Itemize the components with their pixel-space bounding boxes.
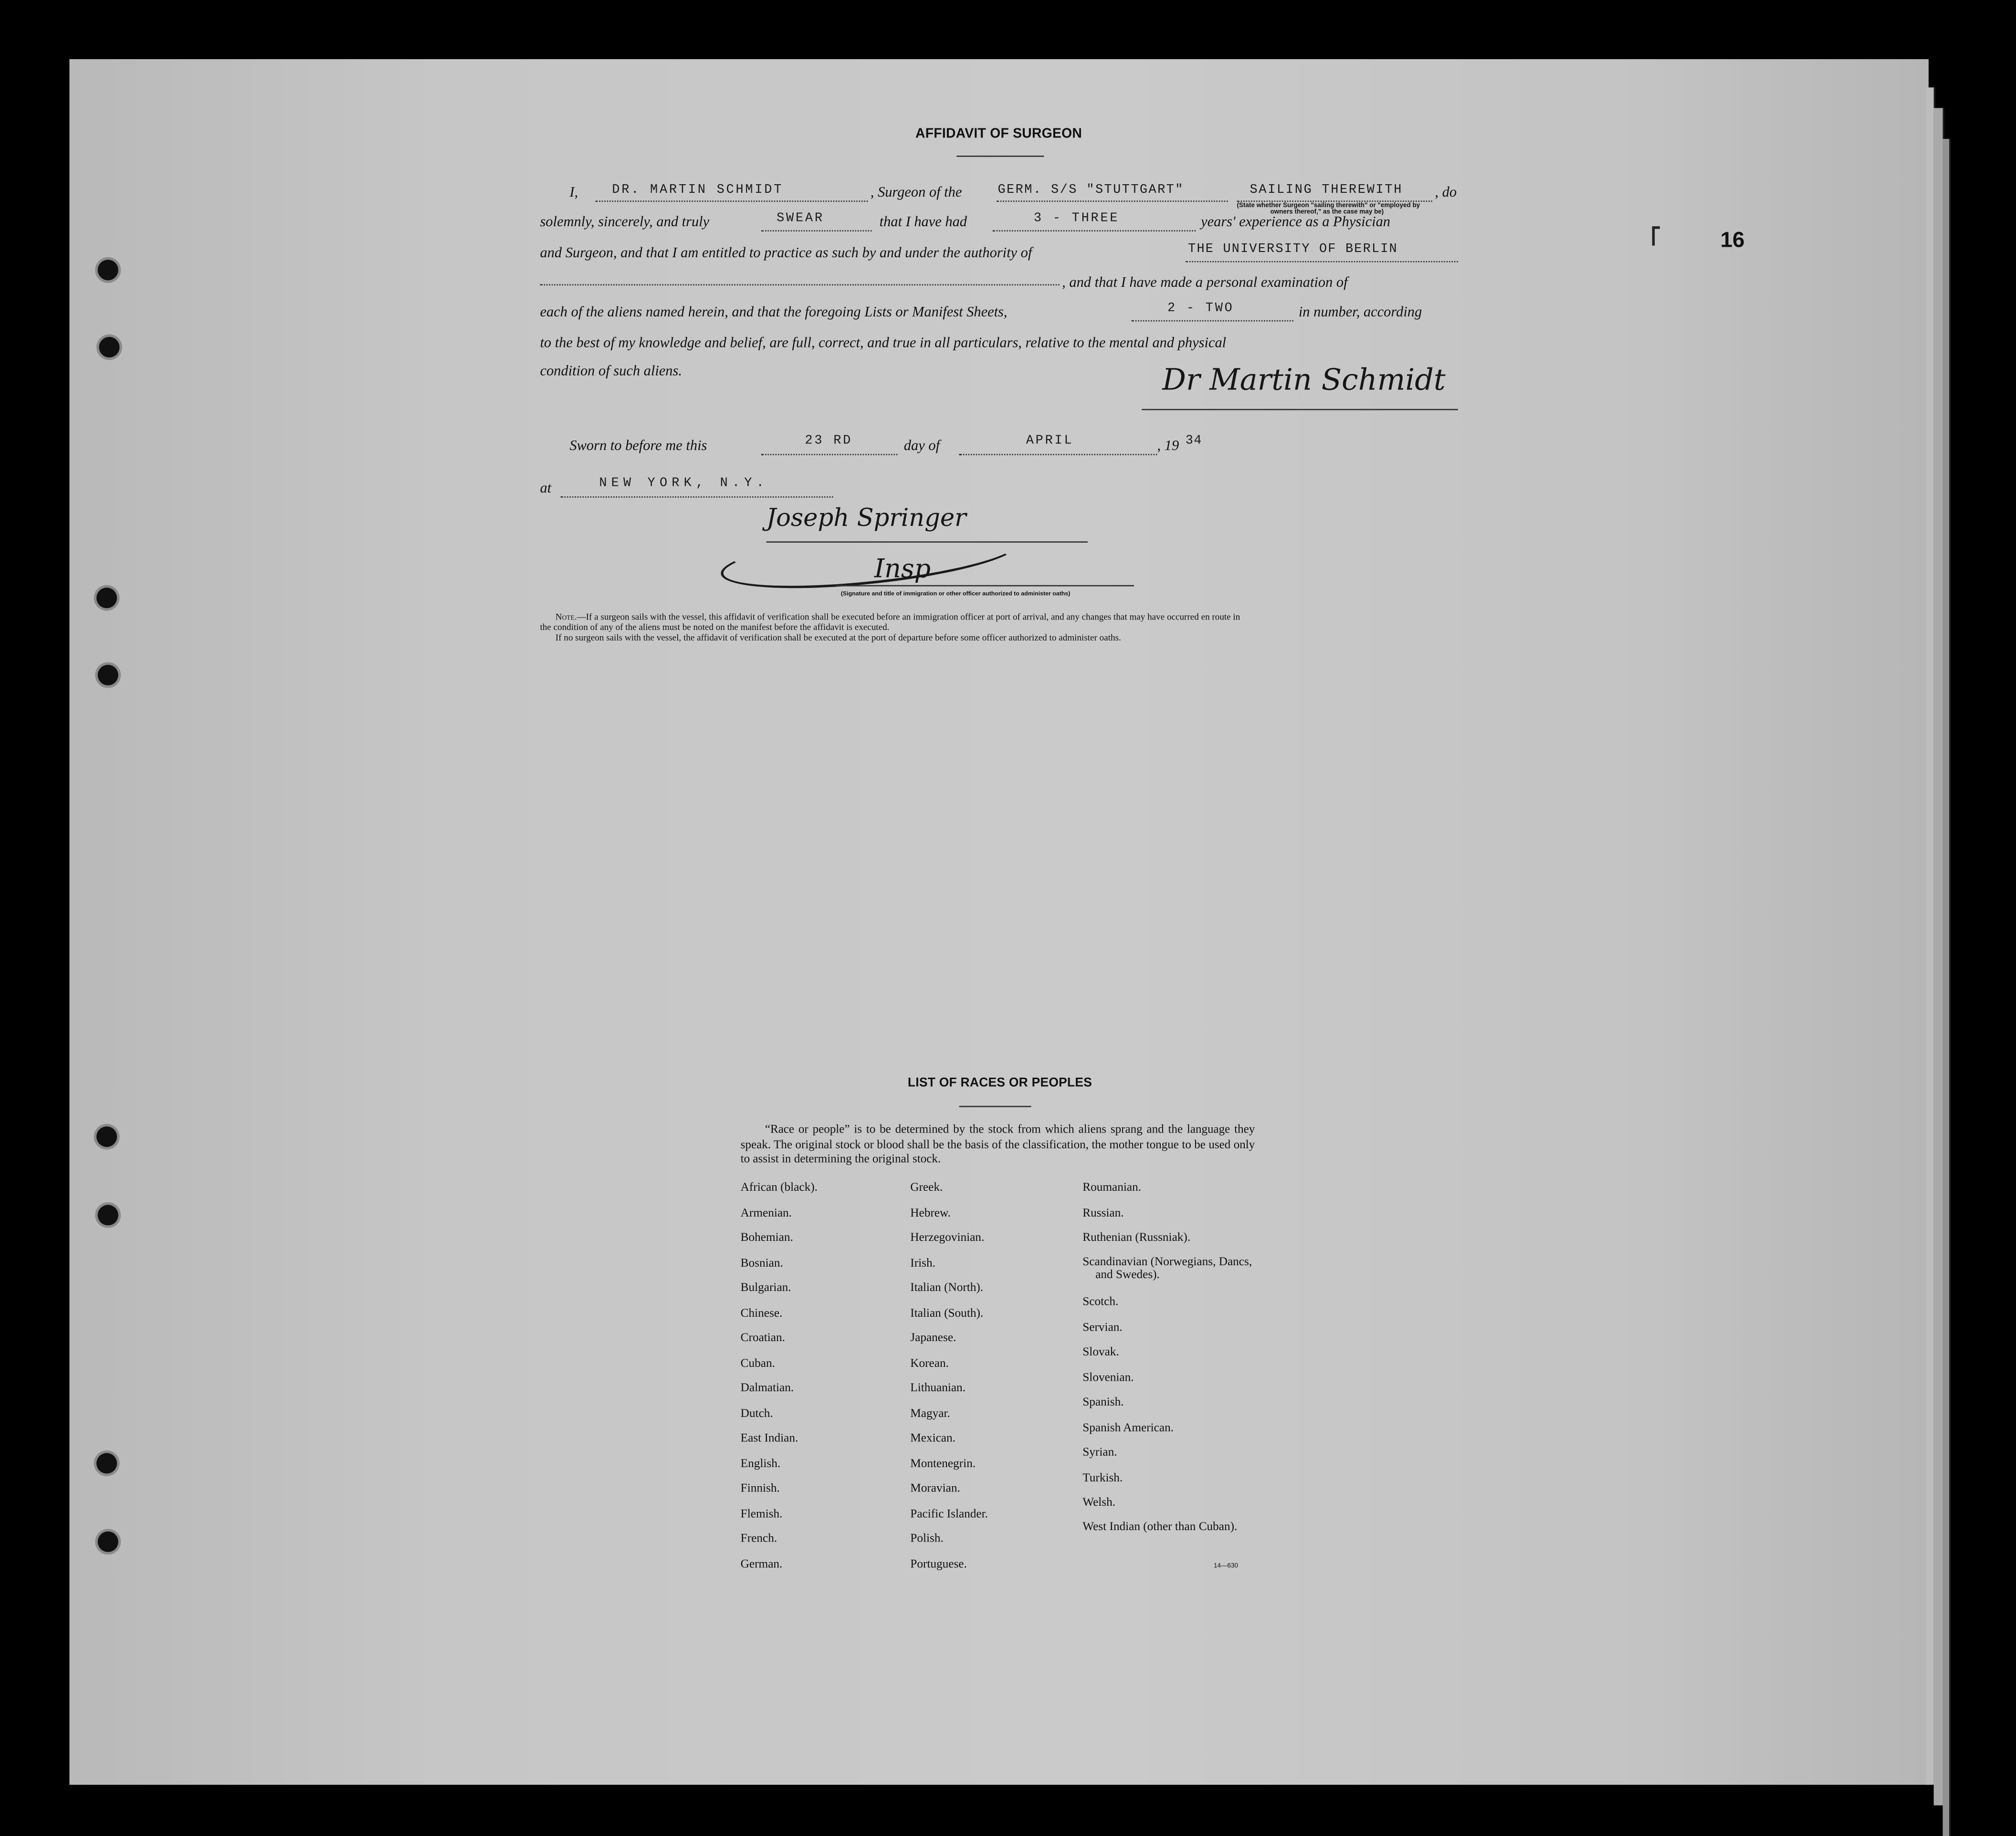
oath-field: SWEAR (777, 212, 824, 227)
affidavit-text: I, (569, 185, 578, 201)
authority-field: THE UNIVERSITY OF BERLIN (1188, 243, 1398, 257)
note-text: If no surgeon sails with the vessel, the affidavit of verification shall be executed at the port of departure before some officer authorized to administer oaths. (555, 632, 1121, 643)
race-item: Armenian. (740, 1207, 792, 1220)
race-item: Pacific Islander. (910, 1508, 988, 1521)
officer-caption: (Signature and title of immigration or other officer authorized to administer oaths) (840, 590, 1071, 597)
race-item: Slovak. (1082, 1346, 1119, 1359)
binder-hole-icon (96, 588, 117, 608)
vessel-field: GERM. S/S "STUTTGART" (998, 184, 1184, 198)
race-item: Bulgarian. (740, 1282, 791, 1295)
race-item: Dalmatian. (740, 1382, 794, 1395)
races-intro: “Race or people” is to be determined by the stock from which aliens sprang and the language they speak. The original stock or blood shall be the basis of the classification, the mother tongue to be used only to assist in determining the original stock. (740, 1123, 1255, 1166)
binder-hole-icon (96, 1453, 117, 1474)
affidavit-text: condition of such aliens. (540, 364, 682, 379)
race-item: Greek. (910, 1182, 943, 1195)
signature-line (1142, 409, 1458, 410)
affidavit-text: years' experience as a Physician (1201, 214, 1391, 231)
race-item: Turkish. (1082, 1471, 1123, 1485)
binder-hole-icon (99, 337, 119, 357)
title-rule (959, 1106, 1031, 1107)
race-item: Scandinavian (Norwegians, Dancs, and Swedes). (1082, 1255, 1252, 1281)
race-item: Mexican. (910, 1432, 956, 1446)
race-item: Welsh. (1082, 1497, 1116, 1510)
sailing-note: (State whether Surgeon "sailing therewith" or "employed by (1237, 202, 1420, 210)
signature-line (766, 541, 1088, 543)
fill-line (761, 454, 898, 455)
fill-line (540, 284, 1059, 285)
race-item: English. (740, 1457, 781, 1470)
race-item: Hebrew. (910, 1207, 951, 1220)
race-item: Flemish. (740, 1508, 783, 1521)
race-item: Herzegovinian. (910, 1232, 985, 1245)
sworn-text: at (540, 481, 552, 496)
note-text (556, 612, 1240, 623)
sworn-day-field: 23 RD (805, 434, 853, 449)
binder-hole-icon (96, 1126, 117, 1147)
binder-hole-icon (98, 1205, 118, 1226)
officer-title-handwritten: Insp (874, 553, 931, 584)
race-item: Japanese. (910, 1332, 956, 1345)
affidavit-title: AFFIDAVIT OF SURGEON (915, 126, 1082, 142)
sailing-status-field: SAILING THEREWITH (1250, 184, 1403, 198)
fill-line (761, 230, 872, 231)
races-title: LIST OF RACES OR PEOPLES (907, 1076, 1092, 1091)
surgeon-signature: Dr Martin Schmidt (1162, 364, 1446, 398)
race-item: Dutch. (740, 1407, 773, 1420)
page-edge (1942, 139, 1950, 1836)
race-item: Montenegrin. (910, 1457, 976, 1470)
sworn-year-field: 34 (1185, 434, 1202, 449)
race-item: Syrian. (1082, 1447, 1117, 1460)
registration-mark (1652, 226, 1660, 245)
sheets-field: 2 - TWO (1167, 302, 1234, 316)
sworn-text: Sworn to before me this (569, 438, 707, 454)
surgeon-name-field: DR. MARTIN SCHMIDT (612, 184, 784, 198)
title-rule (956, 156, 1044, 157)
sworn-month-field: APRIL (1026, 434, 1074, 449)
binder-hole-icon (98, 1532, 118, 1552)
sworn-text: day of (903, 438, 940, 454)
race-item: Portuguese. (910, 1558, 967, 1571)
race-item: Roumanian. (1082, 1182, 1142, 1195)
affidavit-text: that I have had (879, 214, 967, 231)
race-item: Slovenian. (1082, 1371, 1134, 1385)
race-item: Servian. (1082, 1321, 1123, 1334)
race-item: Polish. (910, 1532, 944, 1546)
fill-line (1132, 320, 1293, 322)
fill-line (959, 454, 1157, 455)
fill-line (993, 230, 1196, 231)
race-item: Croatian. (740, 1332, 786, 1345)
race-item: African (black). (740, 1182, 818, 1195)
years-field: 3 - THREE (1033, 212, 1120, 227)
race-item: Spanish American. (1082, 1421, 1174, 1435)
binder-hole-icon (98, 665, 118, 685)
affidavit-text: and Surgeon, and that I am entitled to practice as such by and under the authority of (540, 245, 1032, 261)
race-item: Scotch. (1082, 1296, 1119, 1309)
sworn-text: , 19 (1157, 438, 1179, 454)
race-item: Italian (North). (910, 1282, 984, 1295)
affidavit-text: solemnly, sincerely, and truly (540, 214, 710, 231)
affidavit-text: to the best of my knowledge and belief, are full, correct, and true in all particulars, relative to the mental and physical (540, 336, 1227, 351)
affidavit-text: each of the aliens named herein, and that the foregoing Lists or Manifest Sheets, (540, 304, 1008, 320)
race-item: Moravian. (910, 1482, 960, 1496)
affidavit-text: , and that I have made a personal examination of (1062, 275, 1348, 291)
fill-line (561, 496, 833, 498)
race-item: Italian (South). (910, 1307, 984, 1320)
signature-line (836, 585, 1134, 587)
race-item: Lithuanian. (910, 1382, 966, 1395)
affidavit-text: in number, according (1298, 304, 1422, 320)
race-item: Korean. (910, 1357, 949, 1370)
race-item: Magyar. (910, 1407, 950, 1420)
race-item: Bosnian. (740, 1257, 783, 1270)
race-item: Irish. (910, 1257, 935, 1270)
race-item: Ruthenian (Russniak). (1082, 1232, 1191, 1245)
race-item: Spanish. (1082, 1396, 1124, 1409)
officer-signature: Joseph Springer (766, 504, 966, 533)
race-item: French. (740, 1532, 777, 1546)
race-item: Bohemian. (740, 1232, 793, 1245)
sailing-note: owners thereof," as the case may be) (1270, 208, 1384, 216)
binder-hole-icon (98, 260, 118, 280)
form-number: 14—630 (1214, 1562, 1238, 1570)
fill-line (1186, 261, 1458, 262)
fill-line (595, 200, 868, 202)
race-item: East Indian. (740, 1432, 798, 1446)
race-item: Russian. (1082, 1207, 1124, 1220)
race-item: Finnish. (740, 1482, 780, 1496)
fill-line (997, 200, 1228, 202)
page-number: 16 (1720, 227, 1745, 252)
note-line: —If a surgeon sails with the vessel, this affidavit of verification shall be executed before an immigration officer at port of arrival, and any changes that may have occurred en route in (577, 612, 1240, 623)
affidavit-text: , do (1435, 185, 1457, 201)
race-item: West Indian (other than Cuban). (1082, 1521, 1238, 1533)
race-item: Cuban. (740, 1357, 775, 1370)
sworn-place-field: NEW YORK, N.Y. (599, 477, 768, 492)
race-item: German. (740, 1558, 783, 1571)
race-item: Chinese. (740, 1307, 783, 1320)
note-text: the condition of any of the aliens must be noted on the manifest before the affidavit is executed. (540, 622, 890, 633)
affidavit-text: , Surgeon of the (870, 185, 962, 201)
note-label: Note. (555, 612, 577, 623)
